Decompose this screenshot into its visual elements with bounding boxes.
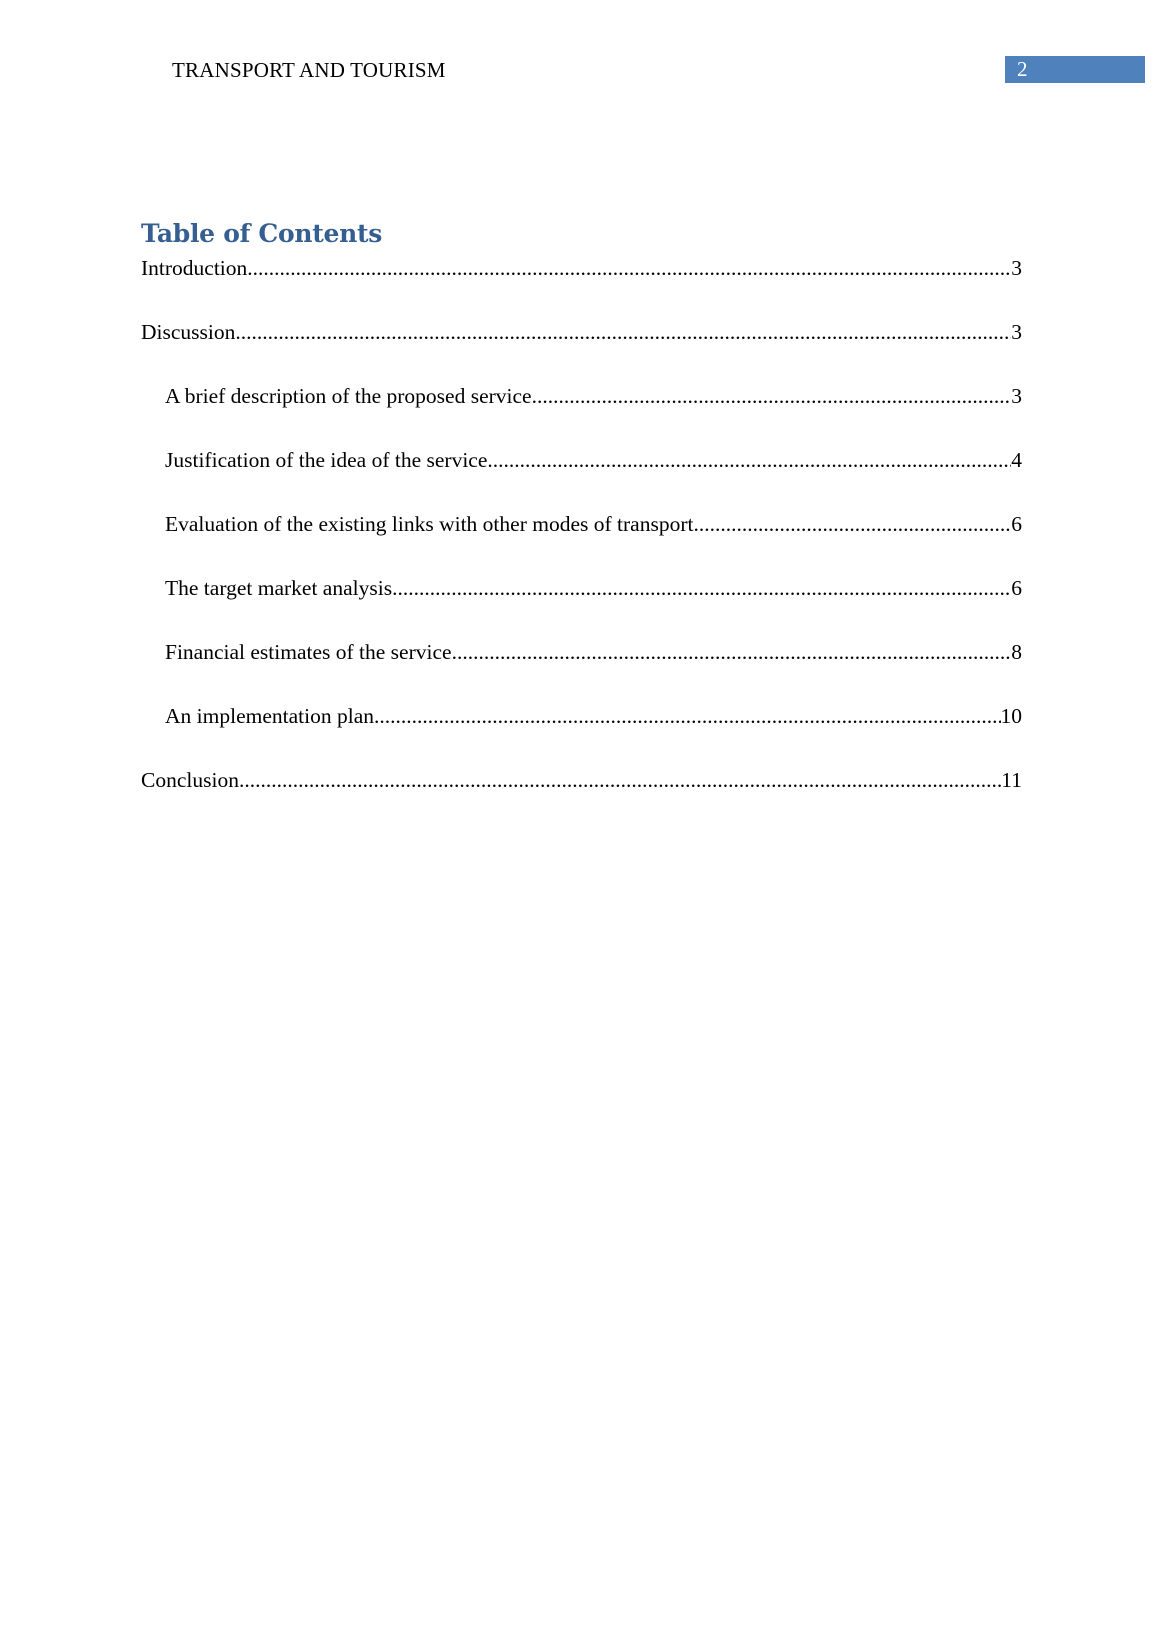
toc-dot-leader xyxy=(239,766,1001,794)
toc-dot-leader xyxy=(532,382,1012,410)
table-of-contents xyxy=(141,254,1022,830)
toc-entry-page: 11 xyxy=(1001,768,1022,792)
toc-entry-text: Justification of the idea of the service xyxy=(165,448,488,472)
toc-entry-text: Financial estimates of the service xyxy=(165,640,452,664)
toc-dot-leader xyxy=(235,318,1011,346)
page-number-badge xyxy=(1005,56,1145,83)
toc-entry-brief-description[interactable] xyxy=(141,382,1022,446)
toc-entry-text: An implementation plan xyxy=(165,704,374,728)
toc-heading: Table of Contents xyxy=(141,219,383,248)
toc-entry-introduction[interactable] xyxy=(141,254,1022,318)
toc-entry-text: Evaluation of the existing links with other modes of transport xyxy=(165,512,694,536)
toc-dot-leader xyxy=(374,702,1001,730)
toc-entry-page: 6 xyxy=(1011,512,1022,536)
toc-entry-text: Conclusion xyxy=(141,768,239,792)
toc-entry-conclusion[interactable] xyxy=(141,766,1022,830)
toc-entry-page: 3 xyxy=(1011,384,1022,408)
toc-entry-text: A brief description of the proposed service xyxy=(165,384,532,408)
toc-entry-page: 4 xyxy=(1011,448,1022,472)
toc-entry-page: 3 xyxy=(1011,320,1022,344)
toc-entry-page: 10 xyxy=(1000,704,1022,728)
toc-dot-leader xyxy=(247,254,1011,282)
toc-entry-evaluation[interactable] xyxy=(141,510,1022,574)
toc-dot-leader xyxy=(487,446,1011,474)
toc-dot-leader xyxy=(452,638,1012,666)
toc-entry-page: 6 xyxy=(1011,576,1022,600)
toc-entry-financial-estimates[interactable] xyxy=(141,638,1022,702)
toc-entry-text: The target market analysis xyxy=(165,576,393,600)
toc-entry-text: Introduction xyxy=(141,256,248,280)
toc-dot-leader xyxy=(693,510,1011,538)
toc-dot-leader xyxy=(392,574,1011,602)
toc-entry-discussion[interactable] xyxy=(141,318,1022,382)
toc-entry-implementation-plan[interactable] xyxy=(141,702,1022,766)
toc-entry-justification[interactable] xyxy=(141,446,1022,510)
toc-entry-page: 3 xyxy=(1011,256,1022,280)
page-number: 2 xyxy=(1017,57,1028,81)
running-header-title: TRANSPORT AND TOURISM xyxy=(172,58,446,82)
toc-entry-target-market[interactable] xyxy=(141,574,1022,638)
toc-entry-page: 8 xyxy=(1011,640,1022,664)
toc-entry-text: Discussion xyxy=(141,320,236,344)
